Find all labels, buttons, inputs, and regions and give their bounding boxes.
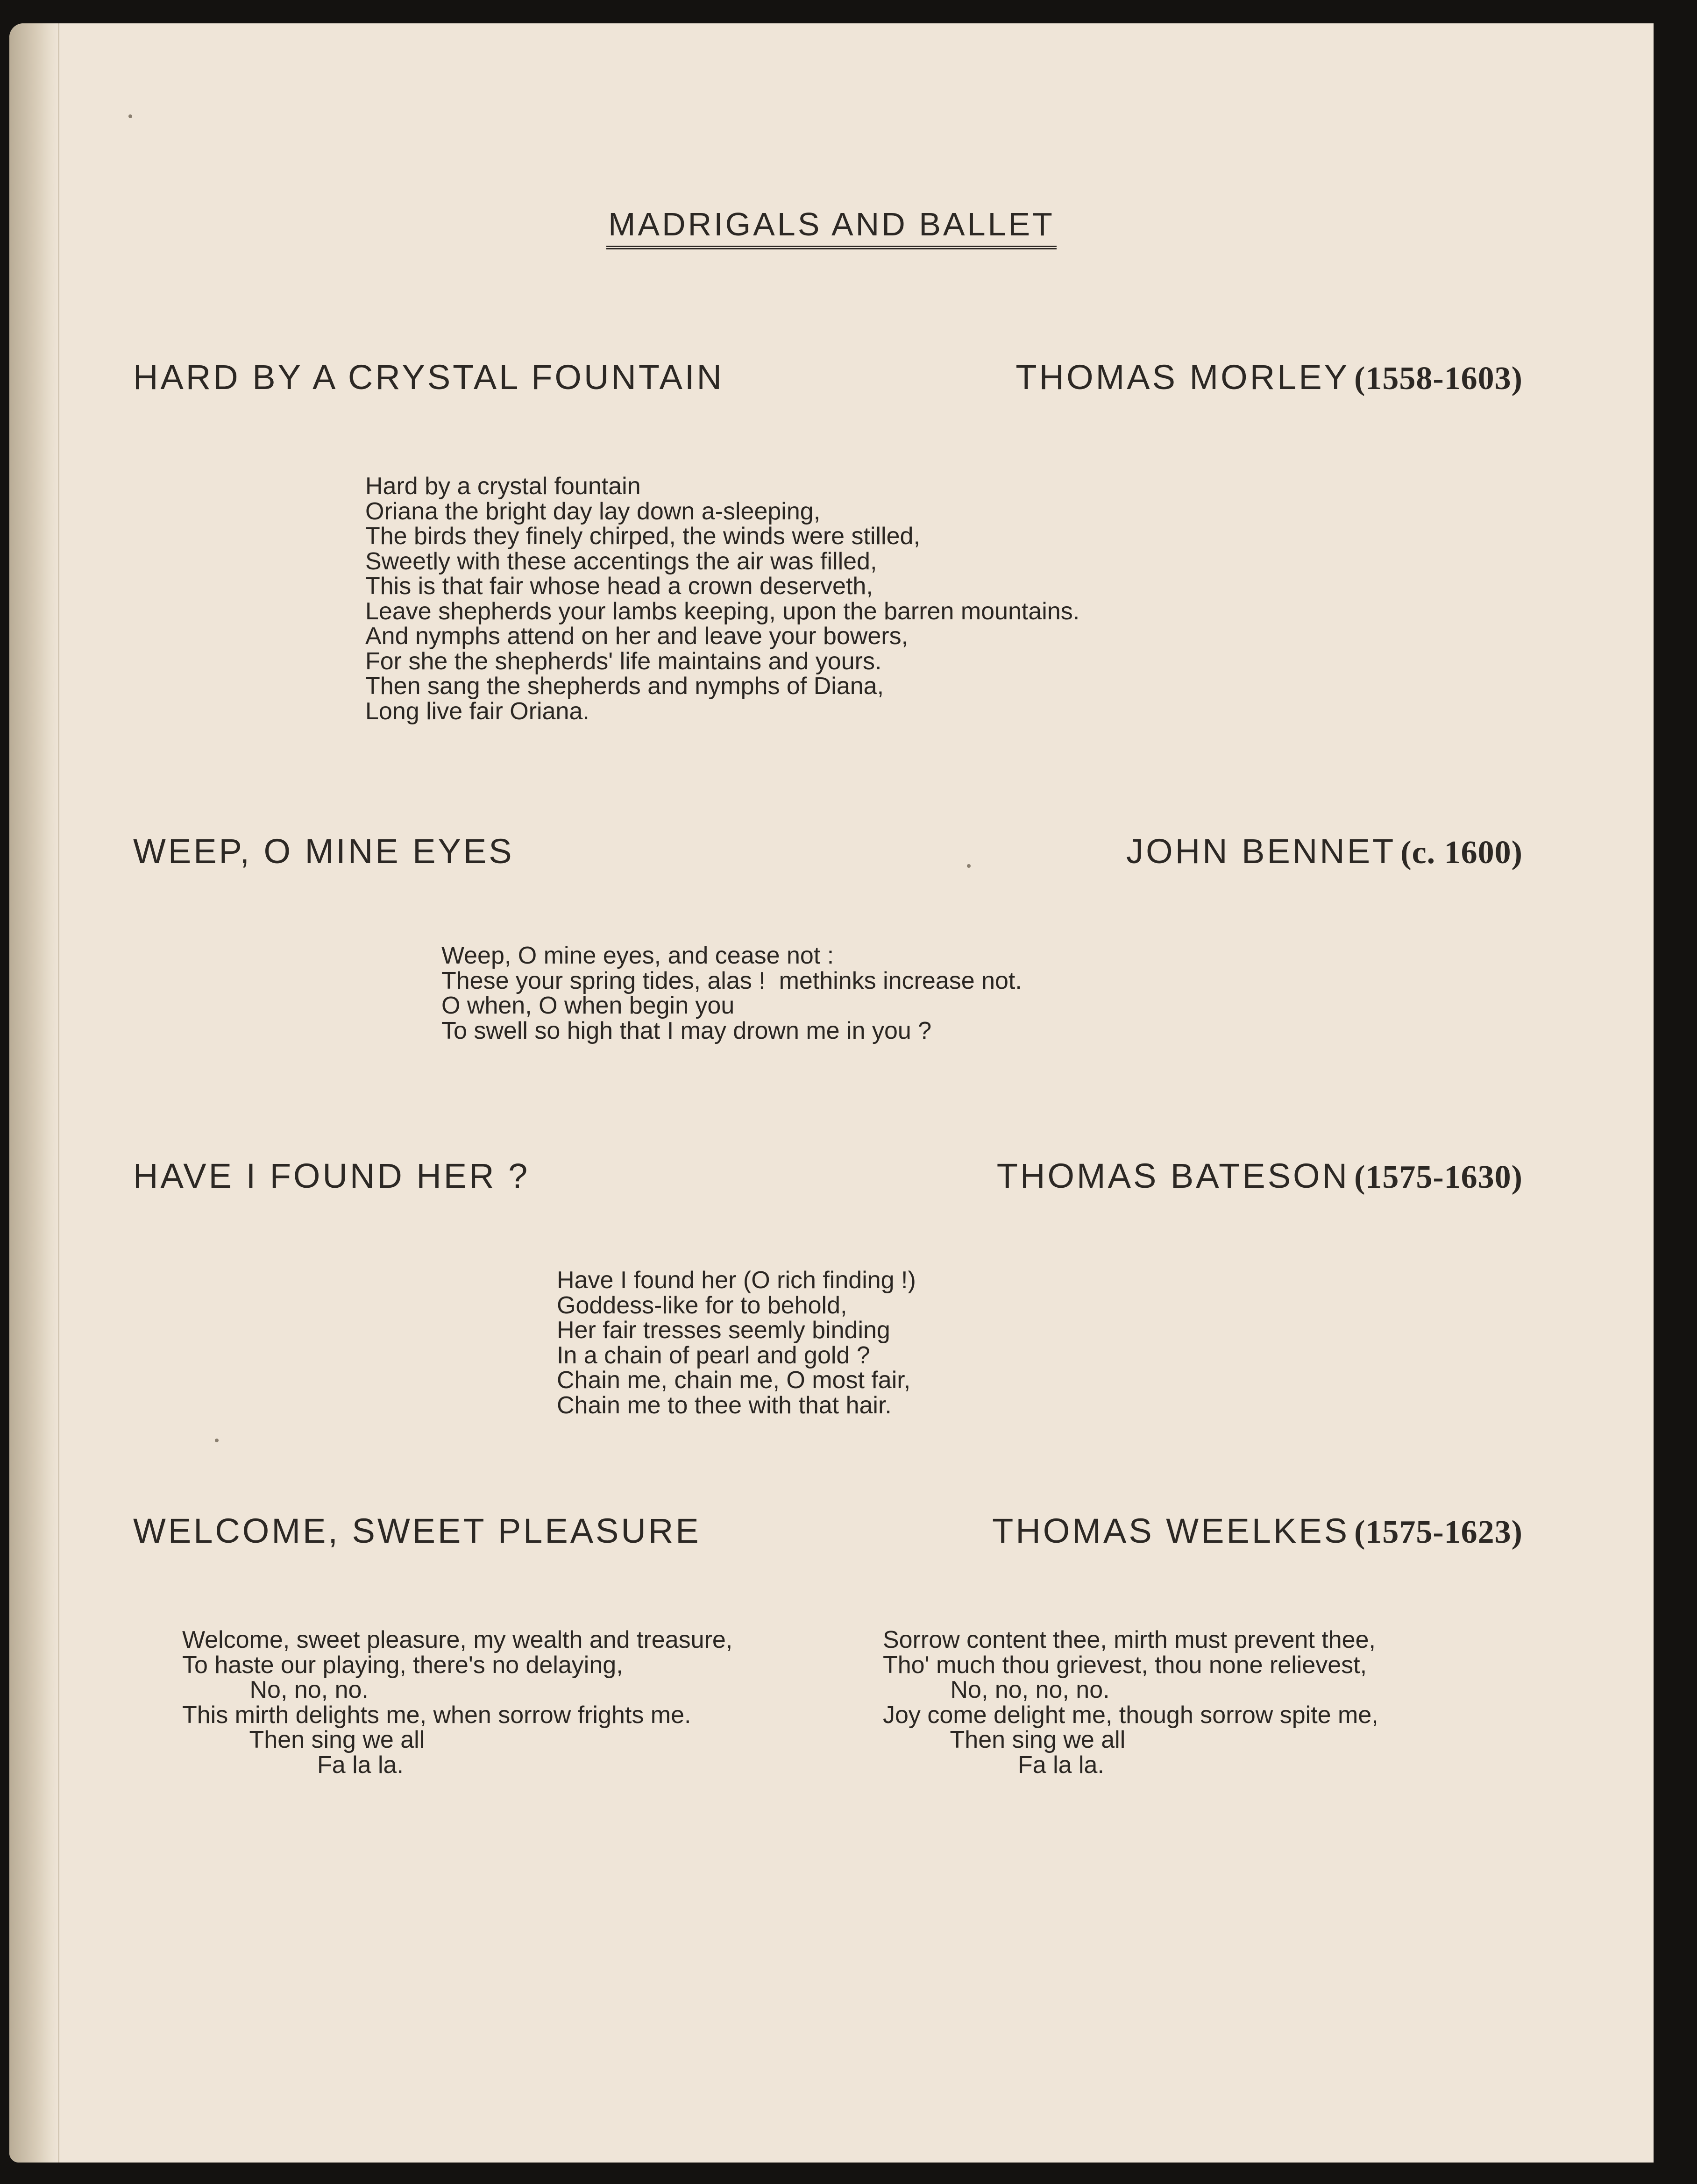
lyric-line: These your spring tides, alas ! methinks increase not.	[441, 967, 1022, 994]
page-title: MADRIGALS AND BALLET	[9, 206, 1654, 249]
composer-credit	[1126, 831, 1523, 872]
lyric-line: O when, O when begin you	[441, 992, 735, 1019]
lyric-line: Joy come delight me, though sorrow spite me,	[883, 1701, 1378, 1729]
lyric-line: Welcome, sweet pleasure, my wealth and treasure,	[182, 1626, 733, 1653]
song-lyrics-right	[883, 1628, 1378, 1778]
composer-dates: (1575-1623)	[1354, 1514, 1523, 1550]
composer-name: JOHN BENNET	[1126, 832, 1396, 871]
lyric-line: Oriana the bright day lay down a-sleeping,	[365, 497, 821, 525]
composer-credit	[1015, 357, 1523, 397]
lyric-line: Sweetly with these accentings the air was filled,	[365, 547, 877, 575]
composer-dates: (1558-1603)	[1354, 361, 1523, 397]
song-title: WELCOME, SWEET PLEASURE	[133, 1511, 701, 1550]
lyric-line: Fa la la.	[182, 1751, 404, 1779]
lyric-line: To swell so high that I may drown me in you ?	[441, 1017, 932, 1044]
song-title: WEEP, O MINE EYES	[133, 832, 514, 871]
lyric-line: Have I found her (O rich finding !)	[557, 1267, 916, 1294]
lyric-line: Goddess-like for to behold,	[557, 1291, 847, 1319]
composer-dates: (c. 1600)	[1400, 835, 1523, 871]
song-lyrics-left	[182, 1628, 732, 1778]
lyric-line: Leave shepherds your lambs keeping, upon the barren mountains.	[365, 597, 1080, 625]
song-lyrics	[441, 943, 1022, 1043]
lyric-line: Her fair tresses seemly binding	[557, 1317, 890, 1344]
program-page	[9, 23, 1654, 2163]
composer-name: THOMAS WEELKES	[992, 1511, 1350, 1550]
lyric-line: Chain me to thee with that hair.	[557, 1391, 892, 1419]
lyric-line: And nymphs attend on her and leave your bowers,	[365, 623, 909, 650]
lyric-line: Tho' much thou grievest, thou none relievest,	[883, 1651, 1367, 1679]
page-content	[9, 23, 1654, 2163]
composer-name: THOMAS BATESON	[996, 1156, 1350, 1195]
lyric-line: This is that fair whose head a crown deserveth,	[365, 573, 873, 600]
lyric-line: The birds they finely chirped, the winds were stilled,	[365, 523, 920, 550]
composer-dates: (1575-1630)	[1354, 1159, 1523, 1195]
lyric-line: Then sang the shepherds and nymphs of Diana,	[365, 673, 884, 700]
composer-credit	[992, 1511, 1523, 1551]
composer-credit	[997, 1156, 1523, 1196]
lyric-line: Long live fair Oriana.	[365, 697, 589, 725]
lyric-line: For she the shepherds' life maintains and yours.	[365, 647, 882, 675]
lyric-line: No, no, no, no.	[883, 1676, 1110, 1703]
song-title: HAVE I FOUND HER ?	[133, 1156, 530, 1195]
lyric-line: Sorrow content thee, mirth must prevent thee,	[883, 1626, 1376, 1653]
lyric-line: Chain me, chain me, O most fair,	[557, 1367, 911, 1394]
lyric-line: Then sing we all	[182, 1726, 425, 1753]
lyric-line: Weep, O mine eyes, and cease not :	[441, 942, 834, 969]
lyric-line: To haste our playing, there's no delaying,	[182, 1651, 623, 1679]
lyric-line: Hard by a crystal fountain	[365, 473, 641, 500]
lyric-line: Fa la la.	[883, 1751, 1104, 1779]
lyric-line: No, no, no.	[182, 1676, 369, 1703]
song-lyrics	[557, 1268, 916, 1418]
composer-name: THOMAS MORLEY	[1015, 358, 1350, 397]
song-title: HARD BY A CRYSTAL FOUNTAIN	[133, 358, 724, 397]
lyric-line: Then sing we all	[883, 1726, 1126, 1753]
lyric-line: This mirth delights me, when sorrow frights me.	[182, 1701, 691, 1729]
song-lyrics	[365, 474, 1079, 724]
lyric-line: In a chain of pearl and gold ?	[557, 1341, 870, 1369]
